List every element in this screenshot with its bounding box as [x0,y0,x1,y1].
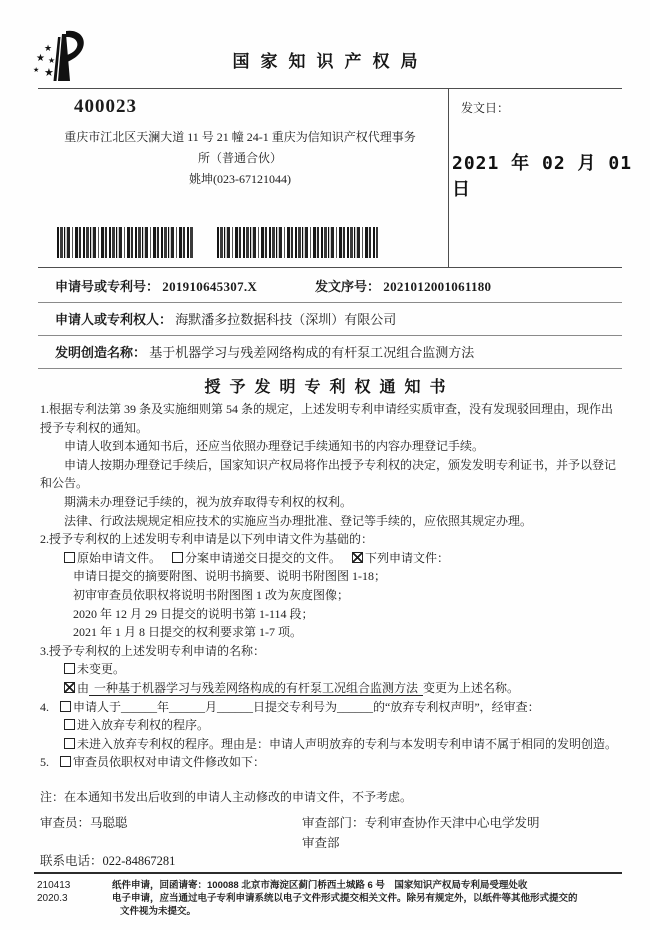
invention-title-value: 基于机器学习与残差网络构成的有杆泵工况组合监测方法 [149,345,475,360]
examiner-name: 马聪聪 [90,816,128,830]
contact-phone-label: 联系电话： [40,854,103,868]
svg-text:★: ★ [48,56,56,65]
serial-number-row [315,276,491,295]
address-contact: 姚坤(023-67121044) [189,172,291,186]
form-version: 2020.3 [37,893,68,904]
section-3-unchanged-line [40,660,620,679]
invention-title-label: 发明创造名称： [55,345,147,360]
section-2-heading: 2.授予专利权的上述发明专利申请是以下列申请文件为基础的： [40,532,374,547]
checkbox-enter-abandon-procedure[interactable] [64,719,75,730]
header-divider [38,88,622,89]
application-number-value: 201910645307.X [162,279,258,294]
option-original-file-label: 原始申请文件。 [77,550,162,565]
examiner-label: 审查员： [40,816,91,830]
listed-file-item: 2020 年 12 月 29 日提交的说明书第 1-114 段； [73,606,314,621]
option-enter-abandon-label: 进入放弃专利权的程序。 [77,718,210,733]
examiner-department-line: 审查部 [302,836,340,850]
footer-divider [34,872,622,874]
section-2-options-line [40,549,620,568]
paragraph-certificate-issue: 申请人按期办理登记手续后，国家知识产权局将作出授予专利权的决定，颁发发明专利证书，并予以登记和公告。 [40,457,617,491]
meta-divider [38,302,622,303]
examiner-name-row [40,813,128,831]
serial-number-value: 2021012001061180 [383,279,492,294]
footer-instruction-line: 文件视为未提交。 [120,906,197,917]
notice-title: 授予发明专利权通知书 [204,379,455,396]
applicant-value: 海默潘多拉数据科技（深圳）有限公司 [175,312,397,327]
address-line: 重庆市江北区天澜大道 11 号 21 幢 24-1 重庆为信知识产权代理事务 [64,130,416,144]
form-code: 210413 [37,880,71,891]
option-divisional-file-label: 分案申请递交日提交的文件。 [185,550,342,565]
checkbox-abandon-declaration[interactable] [60,701,71,712]
address-line: 所（普通合伙） [197,151,282,165]
checkbox-divisional-file[interactable] [172,552,183,563]
listed-file-item: 申请日提交的摘要附图、说明书摘要、说明书附图图 1-18； [73,569,386,584]
section-4-not-enter-line [40,735,620,754]
barcode-serial [217,227,378,258]
form-code-block [37,879,70,905]
meta-divider [38,335,622,336]
name-changed-prefix: 由 [77,680,90,695]
checkbox-not-enter-abandon-procedure[interactable] [64,738,75,749]
agency-title: 国家知识产权局 [232,52,429,71]
checkbox-name-changed[interactable] [64,682,75,693]
note-line: 注：在本通知书发出后收到的申请人主动修改的申请文件，不予考虑。 [40,789,413,804]
paragraph-grant-decision: 1.根据专利法第 39 条及实施细则第 54 条的规定，上述发明专利申请经实质审查，没有发现驳回理由，现作出授予专利权的通知。 [40,402,614,435]
section-5-text: 审查员依职权对申请文件修改如下： [73,755,266,770]
vertical-divider [448,88,449,267]
invention-title-row [55,342,474,361]
svg-text:★: ★ [44,43,53,53]
section-4-enter-line [40,716,620,735]
barcode-application [57,227,193,258]
footer-instruction-line: 纸件申请，回函请寄：100088 北京市海淀区蓟门桥西土城路 6 号 国家知识产权局专利局受理处收 [112,880,528,891]
postal-code: 400023 [74,96,137,117]
name-changed-suffix: 变更为上述名称。 [423,680,520,695]
contact-phone-value: 022-84867281 [102,854,176,868]
footer-instruction-line: 电子申请，应当通过电子专利申请系统以电子文件形式提交相关文件。除另有规定外，以纸件等其他形式提交的 [112,893,578,904]
option-not-enter-abandon-label: 未进入放弃专利权的程序。理由是：申请人声明放弃的专利与本发明专利申请不属于相同的发明创造。 [77,736,618,751]
application-number-label: 申请号或专利号： [55,279,160,294]
svg-text:★: ★ [36,53,45,64]
section-4-line [40,698,620,717]
applicant-row [55,309,396,328]
option-name-unchanged-label: 未变更。 [77,662,126,677]
checkbox-listed-files[interactable] [352,552,363,563]
serial-number-label: 发文序号： [315,279,381,294]
examiner-department-value: 专利审查协作天津中心电学发明 [364,816,540,830]
section-4-text: 申请人于______年______月______日提交专利号为______的“放弃专利权声明”，经审查： [73,699,540,714]
section-3-changed-line [40,679,620,698]
section-3-heading: 3.授予专利权的上述发明专利申请的名称： [40,643,266,658]
addressee-block [44,127,436,190]
section-5-line [40,753,620,772]
section-5-number: 5. [40,755,49,770]
meta-divider [38,368,622,369]
previous-invention-name: 一种基于机器学习与残差网络构成的有杆泵工况组合监测方法 [89,681,423,696]
option-listed-files-label: 下列申请文件： [365,550,450,565]
svg-text:★: ★ [33,66,40,74]
dispatch-date-stamp: 2021 年 02 月 01 日 [452,153,633,200]
checkbox-name-unchanged[interactable] [64,663,75,674]
dispatch-date-label: 发文日： [461,101,510,115]
paragraph-registration-notice: 申请人收到本通知书后，还应当依照办理登记手续通知书的内容办理登记手续。 [64,439,485,454]
checkbox-original-file[interactable] [64,552,75,563]
applicant-label: 申请人或专利权人： [55,312,173,327]
paragraph-legal-procedures: 法律、行政法规规定相应技术的实施应当办理批准、登记等手续的，应依照其规定办理。 [64,513,533,528]
section-4-number: 4. [40,699,49,714]
application-number-row [55,276,257,295]
examiner-department-label: 审查部门： [302,816,365,830]
contact-phone-row [40,851,175,869]
examiner-department-block [302,813,540,853]
paragraph-deadline-waiver: 期满未办理登记手续的，视为放弃取得专利权的权利。 [64,494,353,509]
listed-file-item: 初审审查员依职权将说明书附图图 1 改为灰度图像； [73,587,350,602]
footer-instructions [112,879,622,918]
notice-body [40,400,620,806]
examiner-department-line [302,813,540,833]
svg-text:★: ★ [44,67,54,79]
listed-file-item: 2021 年 1 月 8 日提交的权利要求第 1-7 项。 [73,625,302,640]
barcode-section-divider [38,267,622,268]
checkbox-examiner-amendment[interactable] [60,756,71,767]
